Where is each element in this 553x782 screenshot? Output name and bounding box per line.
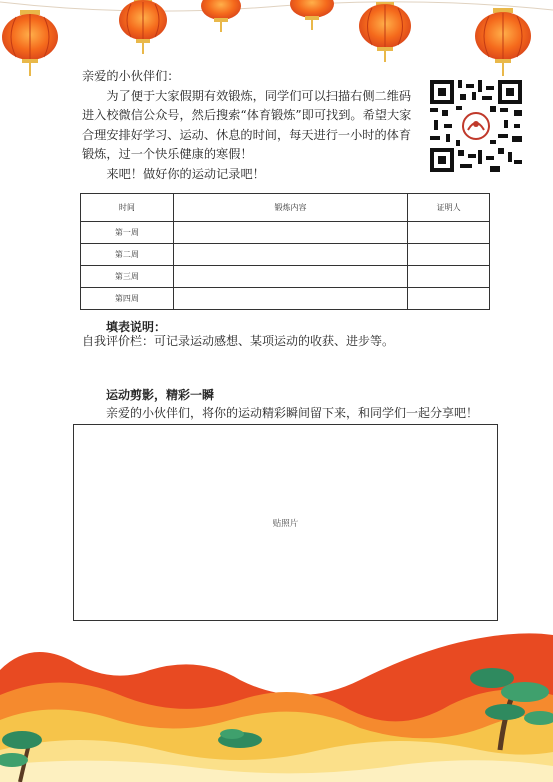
exercise-content-cell[interactable] (173, 222, 407, 244)
intro-call-to-action: 来吧！做好你的运动记录吧！ (106, 166, 265, 181)
lantern-icon (475, 8, 531, 76)
week-label: 第一周 (81, 222, 174, 244)
exercise-content-cell[interactable] (173, 288, 407, 310)
header-time: 时间 (81, 194, 174, 222)
exercise-content-cell[interactable] (173, 266, 407, 288)
witness-cell[interactable] (408, 244, 490, 266)
notes-title: 填表说明： (106, 320, 167, 334)
lantern-icon (119, 0, 167, 54)
table-row (81, 266, 490, 288)
week-label: 第三周 (81, 266, 174, 288)
photo-upload-area[interactable] (73, 424, 498, 621)
exercise-content-cell[interactable] (173, 244, 407, 266)
witness-cell[interactable] (408, 266, 490, 288)
qr-code-icon[interactable] (430, 80, 522, 172)
week-label: 第四周 (81, 288, 174, 310)
exercise-record-table (80, 193, 490, 310)
photo-placeholder-label: 贴照片 (272, 519, 299, 529)
lantern-icon (290, 0, 334, 30)
lantern-icon (2, 10, 58, 76)
witness-cell[interactable] (408, 288, 490, 310)
photo-section-title: 运动剪影，精彩一瞬 (106, 388, 215, 402)
header-witness: 证明人 (408, 194, 490, 222)
witness-cell[interactable] (408, 222, 490, 244)
intro-section (82, 67, 422, 185)
lantern-icon (359, 2, 411, 62)
table-row (81, 288, 490, 310)
lantern-icon (201, 0, 241, 32)
scenery-decoration (0, 600, 553, 782)
notes-text: 自我评价栏：可记录运动感想、某项运动的收获、进步等。 (82, 334, 395, 348)
photo-section-text: 亲爱的小伙伴们，将你的运动精彩瞬间留下来，和同学们一起分享吧！ (106, 406, 479, 420)
greeting: 亲爱的小伙伴们： (82, 69, 180, 83)
header-exercise-content: 锻炼内容 (173, 194, 407, 222)
intro-paragraph: 为了便于大家假期有效锻炼，同学们可以扫描右侧二维码进入校微信公众号，然后搜索“体育锻炼”即可找到。希望大家合理安排好学习、运动、休息的时间，每天进行一小时的体育锻炼，过一个快乐健康的寒假！ (82, 88, 412, 162)
table-row (81, 244, 490, 266)
week-label: 第二周 (81, 244, 174, 266)
table-row (81, 222, 490, 244)
table-header-row (81, 194, 490, 222)
